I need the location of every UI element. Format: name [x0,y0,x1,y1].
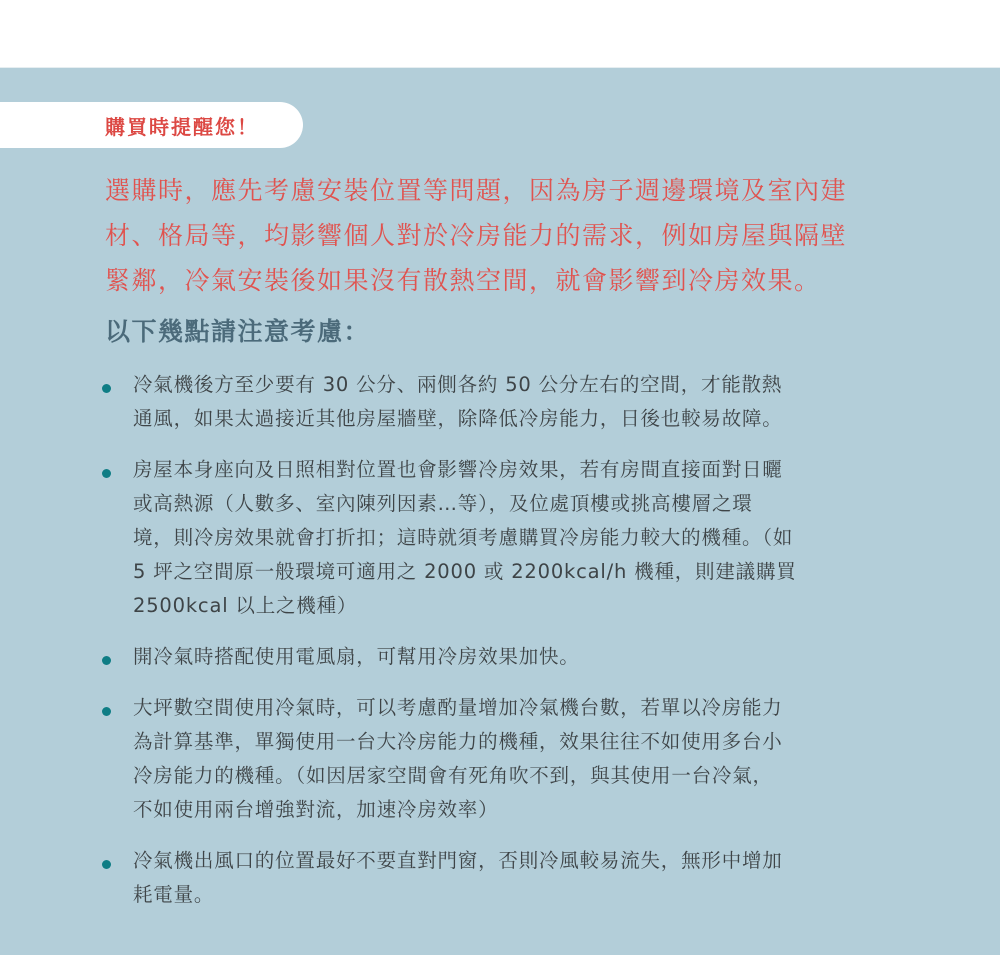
tip-line: 開冷氣時搭配使用電風扇，可幫用冷房效果加快。 [133,645,580,668]
reminder-title: 購買時提醒您！ [105,114,259,139]
tip-line: 大坪數空間使用冷氣時，可以考慮酌量增加冷氣機台數，若單以冷房能力 [133,696,783,719]
bullet-dot-icon [102,860,111,869]
tip-line: 冷氣機出風口的位置最好不要直對門窗，否則冷風較易流失，無形中增加 [133,849,783,872]
tip-line: 冷房能力的機種。（如因居家空間會有死角吹不到，與其使用一台冷氣， [133,764,773,787]
tip-line: 或高熱源（人數多、室內陳列因素…等），及位處頂樓或挑高樓層之環 [133,492,753,515]
intro-paragraph [105,168,905,303]
bullet-dot-icon [102,656,111,665]
list-item [100,691,900,827]
tip-line: 境，則冷房效果就會打折扣；這時就須考慮購買冷房能力較大的機種。（如 [133,526,794,549]
bullet-dot-icon [102,469,111,478]
tip-line: 通風，如果太過接近其他房屋牆壁，除降低冷房能力，日後也較易故障。 [133,407,783,430]
bullet-dot-icon [102,384,111,393]
intro-line: 選購時，應先考慮安裝位置等問題，因為房子週邊環境及室內建 [105,176,848,205]
tip-line: 不如使用兩台增強對流，加速冷房效率） [133,798,499,821]
tip-line: 5 坪之空間原一般環境可適用之 2000 或 2200kcal/h 機種，則建議購買 [133,560,797,583]
tip-line: 2500kcal 以上之機種） [133,594,358,617]
list-item [100,453,900,623]
purchase-reminder-panel [0,68,1000,955]
tips-list [100,368,900,929]
intro-line: 緊鄰，冷氣安裝後如果沒有散熱空間，就會影響到冷房效果。 [105,266,821,295]
list-item [100,368,900,436]
tip-line: 耗電量。 [133,883,215,906]
bullet-dot-icon [102,707,111,716]
tip-line: 冷氣機後方至少要有 30 公分、兩側各約 50 公分左右的空間，才能散熱 [133,373,783,396]
list-item [100,844,900,912]
tip-line: 房屋本身座向及日照相對位置也會影響冷房效果，若有房間直接面對日曬 [133,458,783,481]
top-whitespace [0,0,1000,68]
tip-line: 為計算基準，單獨使用一台大冷房能力的機種，效果往往不如使用多台小 [133,730,783,753]
considerations-heading: 以下幾點請注意考慮： [105,317,371,346]
intro-line: 材、格局等，均影響個人對於冷房能力的需求，例如房屋與隔壁 [105,221,848,250]
list-item [100,640,900,674]
reminder-title-pill [0,102,303,148]
